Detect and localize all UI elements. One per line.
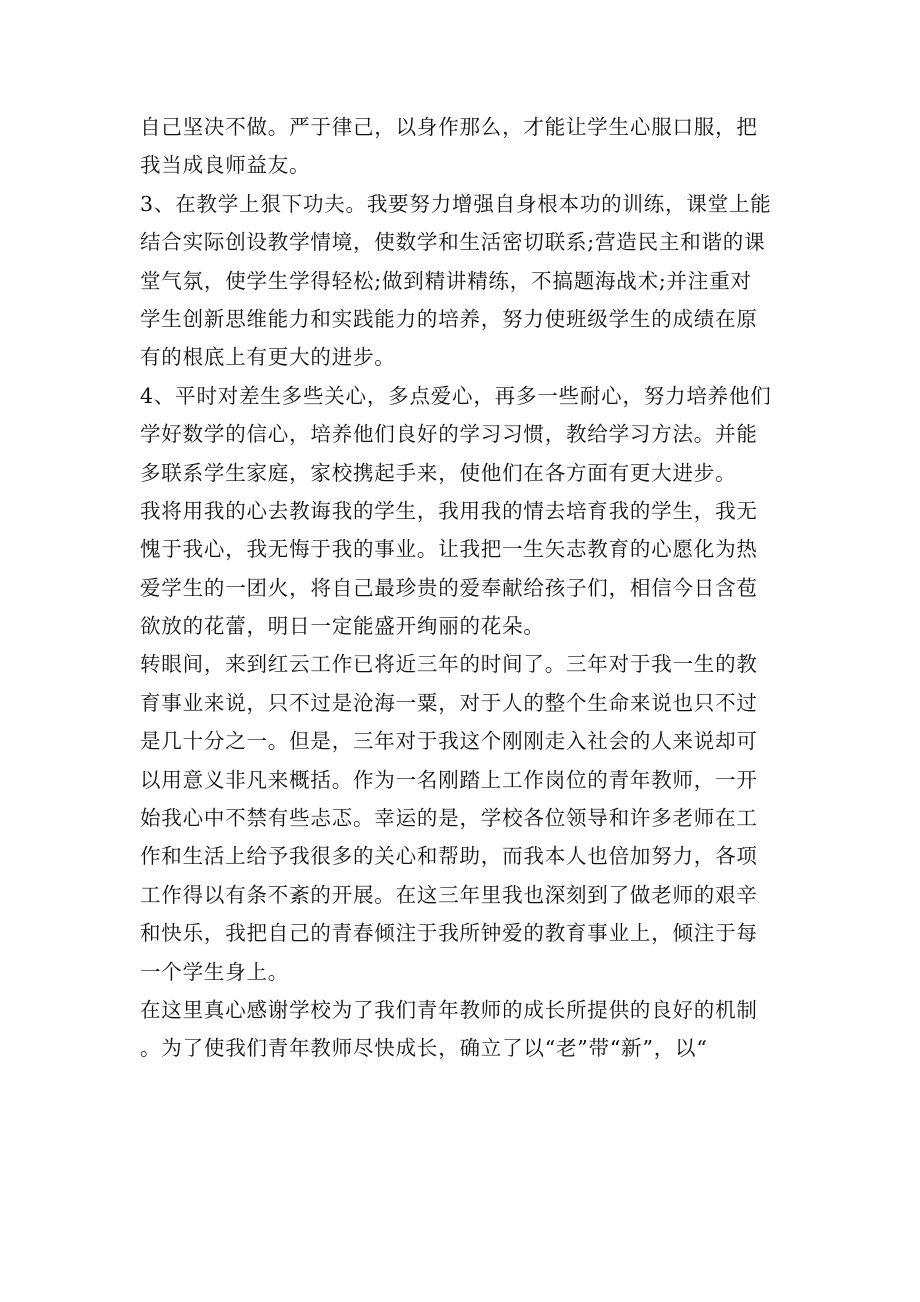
text-line: 自己坚决不做。严于律己，以身作那么，才能让学生心服口服，把 bbox=[140, 115, 758, 139]
text-line: 欲放的花蕾，明日一定能盛开绚丽的花朵。 bbox=[140, 614, 545, 639]
text-line: 作和生活上给予我很多的关心和帮助，而我本人也倍加努力，各项 bbox=[140, 844, 758, 869]
text-line: 工作得以有条不紊的开展。在这三年里我也深刻到了做老师的艰辛 bbox=[140, 882, 758, 907]
text-line: 堂气氛，使学生学得轻松;做到精讲精练，不搞题海战术;并注重对 bbox=[140, 268, 752, 293]
text-line: 结合实际创设教学情境，使数学和生活密切联系;营造民主和谐的课 bbox=[140, 230, 766, 255]
text-line: 多联系学生家庭，家校携起手来，使他们在各方面有更大进步。 bbox=[140, 460, 737, 485]
text-line: 4、平时对差生多些关心，多点爱心，再多一些耐心，努力培养他们 bbox=[140, 383, 772, 408]
text-line: 转眼间，来到红云工作已将近三年的时间了。三年对于我一生的教 bbox=[140, 652, 758, 677]
text-line: 我将用我的心去教诲我的学生，我用我的情去培育我的学生，我无 bbox=[140, 498, 758, 523]
text-line: 和快乐，我把自己的青春倾注于我所钟爱的教育事业上，倾注于每 bbox=[140, 921, 758, 946]
text-line: 3、在教学上狠下功夫。我要努力增强自身根本功的训练，课堂上能 bbox=[140, 191, 772, 216]
text-line: 是几十分之一。但是，三年对于我这个刚刚走入社会的人来说却可 bbox=[140, 729, 758, 754]
text-line: 始我心中不禁有些忐忑。幸运的是，学校各位领导和许多老师在工 bbox=[140, 806, 758, 831]
text-line: 学生创新思维能力和实践能力的培养，努力使班级学生的成绩在原 bbox=[140, 306, 758, 331]
text-line: 学好数学的信心，培养他们良好的学习习惯，教给学习方法。并能 bbox=[140, 422, 758, 447]
document-body bbox=[140, 108, 790, 1068]
text-line: 。为了使我们青年教师尽快成长，确立了以“老”带“新”，以“ bbox=[140, 1036, 708, 1061]
text-line: 一个学生身上。 bbox=[140, 959, 290, 984]
text-line: 爱学生的一团火，将自己最珍贵的爱奉献给孩子们，相信今日含苞 bbox=[140, 575, 758, 600]
text-line: 我当成良师益友。 bbox=[140, 153, 311, 178]
text-line: 愧于我心，我无悔于我的事业。让我把一生矢志教育的心愿化为热 bbox=[140, 537, 758, 562]
text-line: 育事业来说，只不过是沧海一粟，对于人的整个生命来说也只不过 bbox=[140, 690, 758, 715]
text-line: 在这里真心感谢学校为了我们青年教师的成长所提供的良好的机制 bbox=[140, 997, 758, 1022]
text-line: 以用意义非凡来概括。作为一名刚踏上工作岗位的青年教师，一开 bbox=[140, 767, 758, 792]
text-line: 有的根底上有更大的进步。 bbox=[140, 345, 396, 370]
